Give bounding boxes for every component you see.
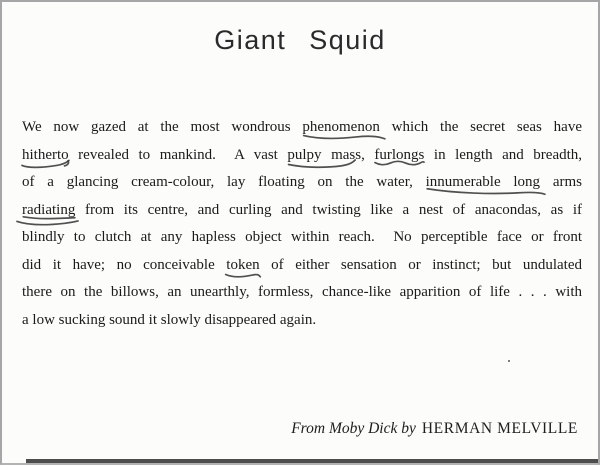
text-line bbox=[22, 197, 582, 225]
attribution-author: HERMAN MELVILLE bbox=[421, 420, 578, 437]
underlined-word-token bbox=[226, 257, 259, 273]
attribution bbox=[291, 420, 578, 438]
underlined-word-pulpy-mass bbox=[287, 147, 364, 163]
passage-text: token bbox=[226, 256, 260, 273]
passage bbox=[22, 114, 582, 334]
bottom-scan-bar bbox=[26, 459, 598, 463]
text-line bbox=[22, 252, 582, 280]
passage-text: which the secret seas have bbox=[379, 119, 582, 135]
text-line bbox=[22, 142, 582, 170]
passage-text: revealed to mankind. A vast bbox=[68, 146, 288, 163]
passage-text: did it have; no conceivable bbox=[22, 256, 227, 273]
passage-text: there on the billows, an unearthly, formless, chance-like apparition of life . . . with bbox=[22, 284, 582, 300]
underlined-word-innumerable-long bbox=[426, 174, 540, 190]
passage-text: arms bbox=[540, 174, 582, 190]
passage-text bbox=[365, 147, 375, 163]
attribution-source: From Moby Dick by bbox=[291, 420, 416, 437]
passage-text: a low sucking sound it slowly disappeared again. bbox=[22, 311, 317, 328]
passage-text: blindly to clutch at any hapless object within reach. No perceptible face or front bbox=[22, 229, 582, 245]
underlined-word-phenomenon bbox=[302, 119, 379, 135]
text-line bbox=[22, 307, 582, 335]
passage-text: furlongs bbox=[374, 146, 425, 163]
scan-speck bbox=[508, 360, 510, 362]
text-line bbox=[22, 114, 582, 142]
passage-text: We now gazed at the most wondrous bbox=[22, 119, 303, 135]
underlined-word-hitherto bbox=[22, 147, 69, 163]
passage-text: radiating bbox=[22, 201, 76, 218]
text-line bbox=[22, 169, 582, 197]
text-line bbox=[22, 279, 582, 307]
passage-text: hitherto bbox=[22, 146, 69, 163]
underlined-word-furlongs bbox=[374, 147, 424, 163]
page-title: Giant Squid bbox=[214, 25, 386, 55]
passage-text: in length and breadth, bbox=[424, 146, 583, 163]
passage-text: of a glancing cream-colour, lay floating on the water, bbox=[22, 174, 426, 190]
text-line bbox=[22, 224, 582, 252]
passage-text: innumerable long bbox=[425, 174, 541, 190]
underlined-word-radiating bbox=[22, 202, 75, 218]
passage-text: of either sensation or instinct; but undulated bbox=[259, 256, 582, 273]
passage-text: pulpy mass, bbox=[287, 146, 365, 163]
passage-text: from its centre, and curling and twisting like a nest of anacondas, as if bbox=[75, 201, 582, 218]
passage-text: phenomenon bbox=[302, 119, 380, 135]
